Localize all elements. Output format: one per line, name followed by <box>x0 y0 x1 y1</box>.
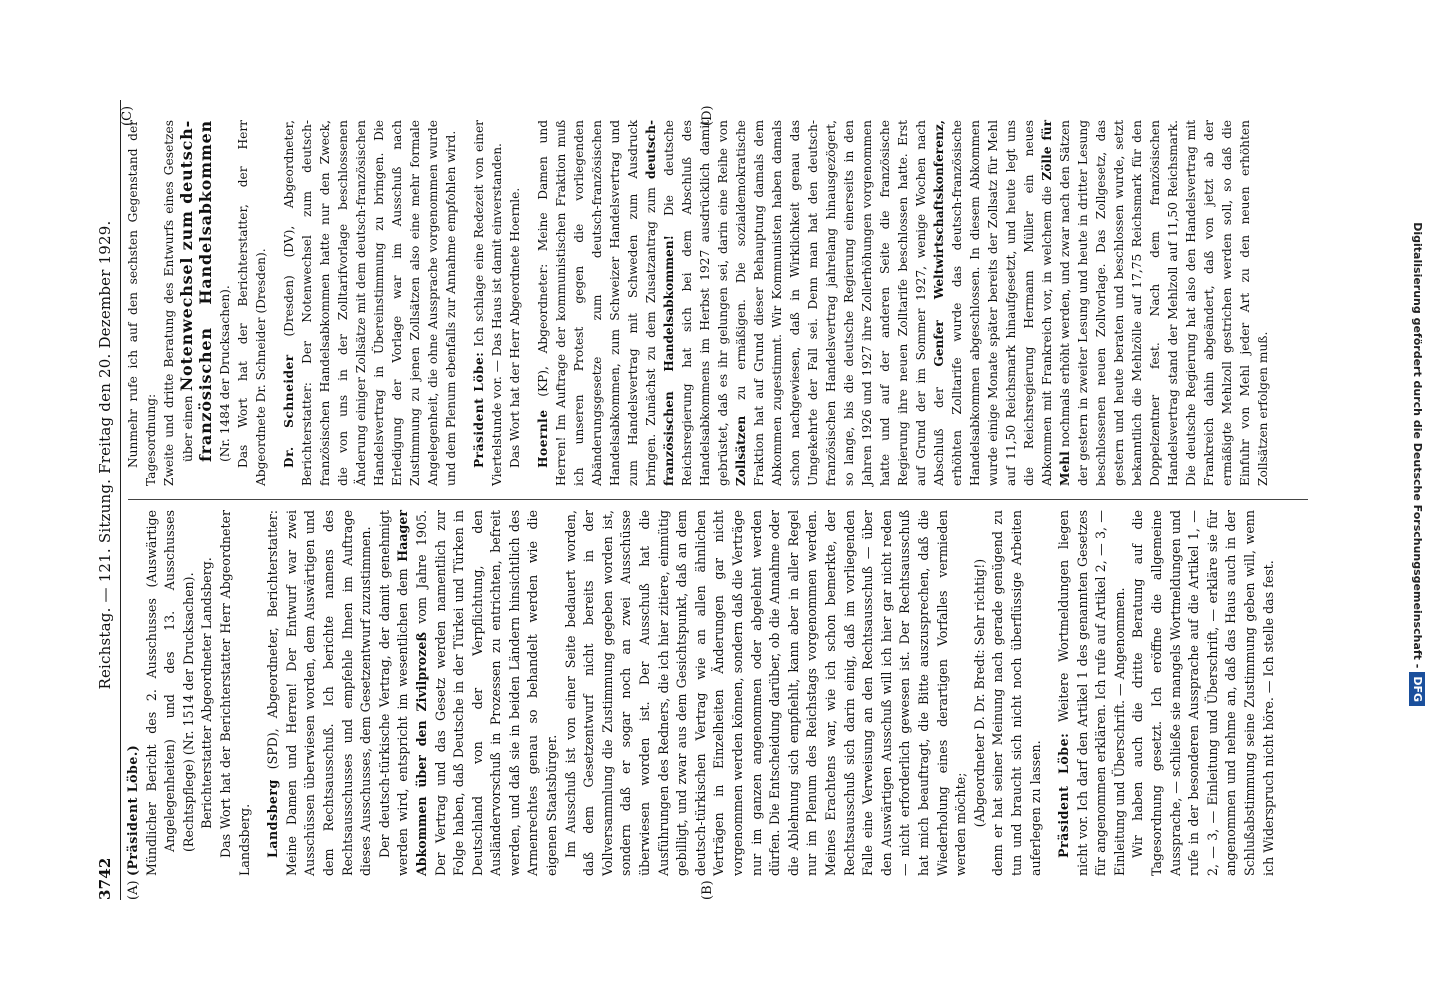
page-number: 3742 <box>96 857 114 900</box>
speech-paragraph <box>280 120 460 486</box>
text-run: (Nr. 1484 der Drucksachen). <box>218 285 232 462</box>
digitization-credit <box>1406 6 1428 706</box>
margin-marker-b: (B) <box>700 880 715 900</box>
bold-term: Genfer Weltwirtschaftskonferenz, <box>932 120 946 367</box>
text-run: Zweite und dritte Beratung des Entwurfs eines Gesetzes über einen <box>162 120 195 486</box>
right-column <box>124 120 1304 486</box>
speech-paragraph <box>264 510 376 876</box>
speech-paragraph <box>1055 510 1129 876</box>
margin-marker-d: (D) <box>700 105 715 126</box>
text-run: (KP), Abgeordneter: Meine Damen und Herren! Im Auftrage der kommunistischen Fraktion muß ich unseren Protest gegen die vorliegenden Abänderungsgesetze zum deutsch-französischen Handelsabkommen, zum Schweizer Handelsvertrag und zum Handelsvertrag mit Schweden zum Ausdruck bringen. Zunächst zu dem Zusatzantrag zum <box>536 119 658 486</box>
margin-marker-c: (C) <box>120 105 135 126</box>
speech-text: Ich schlage eine Redezeit von einer Viertelstunde vor. — Das Haus ist damit einverstanden. <box>472 119 504 486</box>
margin-marker-a: (A) <box>126 880 141 900</box>
speaker-name: Landsberg <box>265 779 281 858</box>
header-rule <box>120 100 121 900</box>
paragraph: Das Wort hat der Herr Abgeordnete Hoernle. <box>508 187 522 468</box>
speaker-name: Dr. Schneider <box>282 354 296 468</box>
text-run: erhöhten Zolltarife wurde das deutsch-französische Handelsabkommen abgeschlossen. In diesem Abkommen wurde einige Monate später bereits der Zollsatz für Mehl auf 11,50 Reichsmark hinaufgesetzt, und heute legt uns die Reichsregierung Hermann Müller ein neues Abkommen mit Frankreich vor, in welchem die <box>950 120 1054 486</box>
text-run: Der deutsch-türkische Vertrag, der damit genehmigt werden wird, entspricht im wesentlichen dem <box>376 510 411 876</box>
text-run: vom Jahre 1905. Der Vertrag und das Gesetz werden namentlich zur Folge haben, daß Deutsche in der Türkei und Türken in Deutschland von der Verpflichtung, den Ausländervorschuß in Prozessen zu entrichten, befreit werden, und daß sie in beiden Ländern hinsichtlich des Armenrechtes genau so behandelt werden wie die eigenen Staatsbürger. <box>413 510 560 876</box>
paragraph: Berichterstatter Abgeordneter Landsberg. <box>199 557 215 829</box>
bold-term: Zollsätzen <box>734 415 748 486</box>
text-run: nochmals erhöht werden, und zwar nach den Sätzen der gestern in zweiter Lesung und heute in dritter Lesung beschlossenen neuen Zollvorlage. Das Zollgesetz, das gestern und heute beraten und beschlossen wurde, setzt bekanntlich die Mehlzölle auf 17,75 Reichsmark für den Doppelzentner fest. Nach dem französischen Handelsvertrag stand der Mehlzoll auf 11,50 Reichsmark. Die deutsche Regierung hat also den Handelsvertrag mit Frankreich dahin abgeändert, daß von jetzt ab der ermäßigte Mehlzoll gestrichen werden soll, so daß die Einfuhr von Mehl jeder Art zu den neuen erhöhten Zollsätzen erfolgen muß. <box>1058 119 1270 486</box>
paragraph <box>376 510 562 876</box>
text-run: zu ermäßigen. Die sozialdemokratische Fraktion hat auf Grund dieser Behauptung damals dem Abkommen zugestimmt. Wir Kommunisten haben damals schon nachgewiesen, daß in Wirklichkeit genau das Umgekehrte der Fall sei. Denn man hat den deutsch-französischen Handelsvertrag jahrelang hinausgezögert, so lange, bis die deutsche Regierung einerseits in den Jahren 1926 und 1927 ihre Zollerhöhungen vorgenommen hatte und auf der anderen Seite die französische Regierung ihre neuen Zolltarife beschlossen hatte. Erst auf Grund der im Sommer 1927, wenige Wochen nach Abschluß der <box>734 119 946 486</box>
column-divider <box>128 499 1308 500</box>
bold-term: Haager Abkommen über den Zivilprozeß <box>395 510 429 876</box>
credit-text: Digitalisierung gefördert durch die Deutsche Forschungsgemeinschaft - <box>1411 222 1424 669</box>
speech-paragraph <box>534 120 1272 486</box>
speaker-name: Präsident Löbe: <box>472 351 486 468</box>
speaker-name: (Präsident Löbe.) <box>125 744 140 876</box>
paragraph: Im Ausschuß ist von einer Seite bedauert worden, daß dem Gesetzentwurf nicht bereits in der Vollversammlung die Zustimmung gegeben worden ist, sondern daß er sogar noch an zwei Ausschüsse überwiesen worden ist. Der Ausschuß hat die Ausführungen des Redners, die ich hier zitiere, einmütig gebilligt, und zwar aus dem Gesichtspunkt, daß an dem deutsch-türkischen Vertrag wie an allen ähnlichen Verträgen in Einzelheiten Änderungen gar nicht vorgenommen werden können, sondern daß die Verträge nur im ganzen angenommen oder abgelehnt werden dürfen. Die Entscheidung darüber, ob die Annahme oder die Ablehnung sich empfiehlt, kann aber in aller Regel nur im Plenum des Reichstags vorgenommen werden. Meines Erachtens war, wie ich schon bemerkte, der Rechtsausschuß sich darin einig, daß im vorliegenden Falle eine Verweisung an den Rechtsausschuß — über den Auswärtigen Ausschuß will ich hier gar nicht reden — nicht erforderlich gewesen ist. Der Rechtsausschuß hat mich beauftragt, die Bitte auszusprechen, daß die Wiederholung eines derartigen Vorfalles vermieden werden möchte; <box>562 510 969 876</box>
dfg-logo: DFG <box>1409 672 1425 706</box>
text-run: Die deutsche Reichsregierung hat sich bei dem Abschluß des Handelsabkommens im Herbst 1927 ausdrücklich damit gebrüstet, daß es ihr gelungen sei, darin eine Reihe von <box>662 120 730 486</box>
bold-term: deutsch-französischen Handelsabkommen! <box>644 120 676 486</box>
paragraph: Das Wort hat der Berichterstatter, der Herr Abgeordnete Dr. Schneider (Dresden). <box>236 120 268 486</box>
left-column <box>124 510 1304 876</box>
speech-text: (SPD), Abgeordneter, Berichterstatter: Meine Damen und Herren! Der Entwurf war zwei Ausschüssen überwiesen worden, dem Auswärtigen und dem Rechtsausschuß. Ich berichte namens des Rechtsausschusses und empfehle Ihnen im Auftrage dieses Ausschusses, dem Gesetzentwurf zuzustimmen. <box>265 510 374 876</box>
speech-text: (Dresden) (DV), Abgeordneter, Berichterstatter: Der Notenwechsel zum deutsch-französischen Handelsabkommen hatte nur den Zweck, die von uns in der Zolltarifvorlage beschlossenen Änderung einiger Zollsätze mit dem deutsch-französischen Handelsvertrag in Übereinstimmung zu bringen. Die Erledigung der Vorlage war im Ausschuß nach Zustimmung zu jenen Zollsätzen also eine mehr formale Angelegenheit, die ohne Aussprache vorgenommen wurde und dem Plenum ebenfalls zur Annahme empfohlen wird. <box>282 120 458 486</box>
paragraph: denn er hat seiner Meinung nach gerade genügend zu tun und braucht sich nicht noch überflüssige Arbeiten auferlegen zu lassen. <box>990 510 1043 876</box>
speech-paragraph <box>470 120 506 486</box>
agenda-item: Mündlicher Bericht des 2. Ausschusses (Auswärtige Angelegenheiten) und des 13. Ausschusses (Rechtspflege) (Nr. 1514 der Drucksachen). <box>143 510 196 876</box>
speaker-line <box>124 510 143 876</box>
interjection: (Abgeordneter D. Dr. Bredt: Sehr richtig!) <box>971 558 987 828</box>
agenda-item <box>160 120 234 486</box>
page-header <box>96 100 120 900</box>
paragraph: Das Wort hat der Berichterstatter Herr Abgeordneter Landsberg. <box>217 510 252 876</box>
paragraph: Wir haben auch die dritte Beratung auf die Tagesordnung gesetzt. Ich eröffne die allgemeine Aussprache, — schließe sie mangels Wortmeldungen und rufe in der besonderen Aussprache auf die Artikel 1, — 2, — 3, — Einleitung und Überschrift, — erkläre sie für angenommen und nehme an, daß das Haus auch in der Schlußabstimmung seine Zustimmung geben will, wenn ich Widerspruch nicht höre. — Ich stelle das fest. <box>1130 510 1276 876</box>
speaker-name: Präsident Löbe: <box>1056 732 1072 858</box>
speaker-name: Hoernle <box>536 409 550 468</box>
bold-term: Notenwechsel zum deutsch-französischen Handelsabkommen <box>177 119 215 462</box>
speech-text: Weitere Wortmeldungen liegen nicht vor. Ich darf den Artikel 1 des genannten Gesetzes für angenommen erklären. Ich rufe auf Artikel 2, — 3, — Einleitung und Überschrift. — Angenommen. <box>1056 510 1127 876</box>
running-title: Reichstag. — 121. Sitzung. Freitag den 20. Dezember 1929. <box>96 220 114 690</box>
bold-term: Zölle für Mehl <box>1040 120 1072 486</box>
paragraph: Nunmehr rufe ich auf den sechsten Gegenstand der Tagesordnung: <box>126 120 158 486</box>
